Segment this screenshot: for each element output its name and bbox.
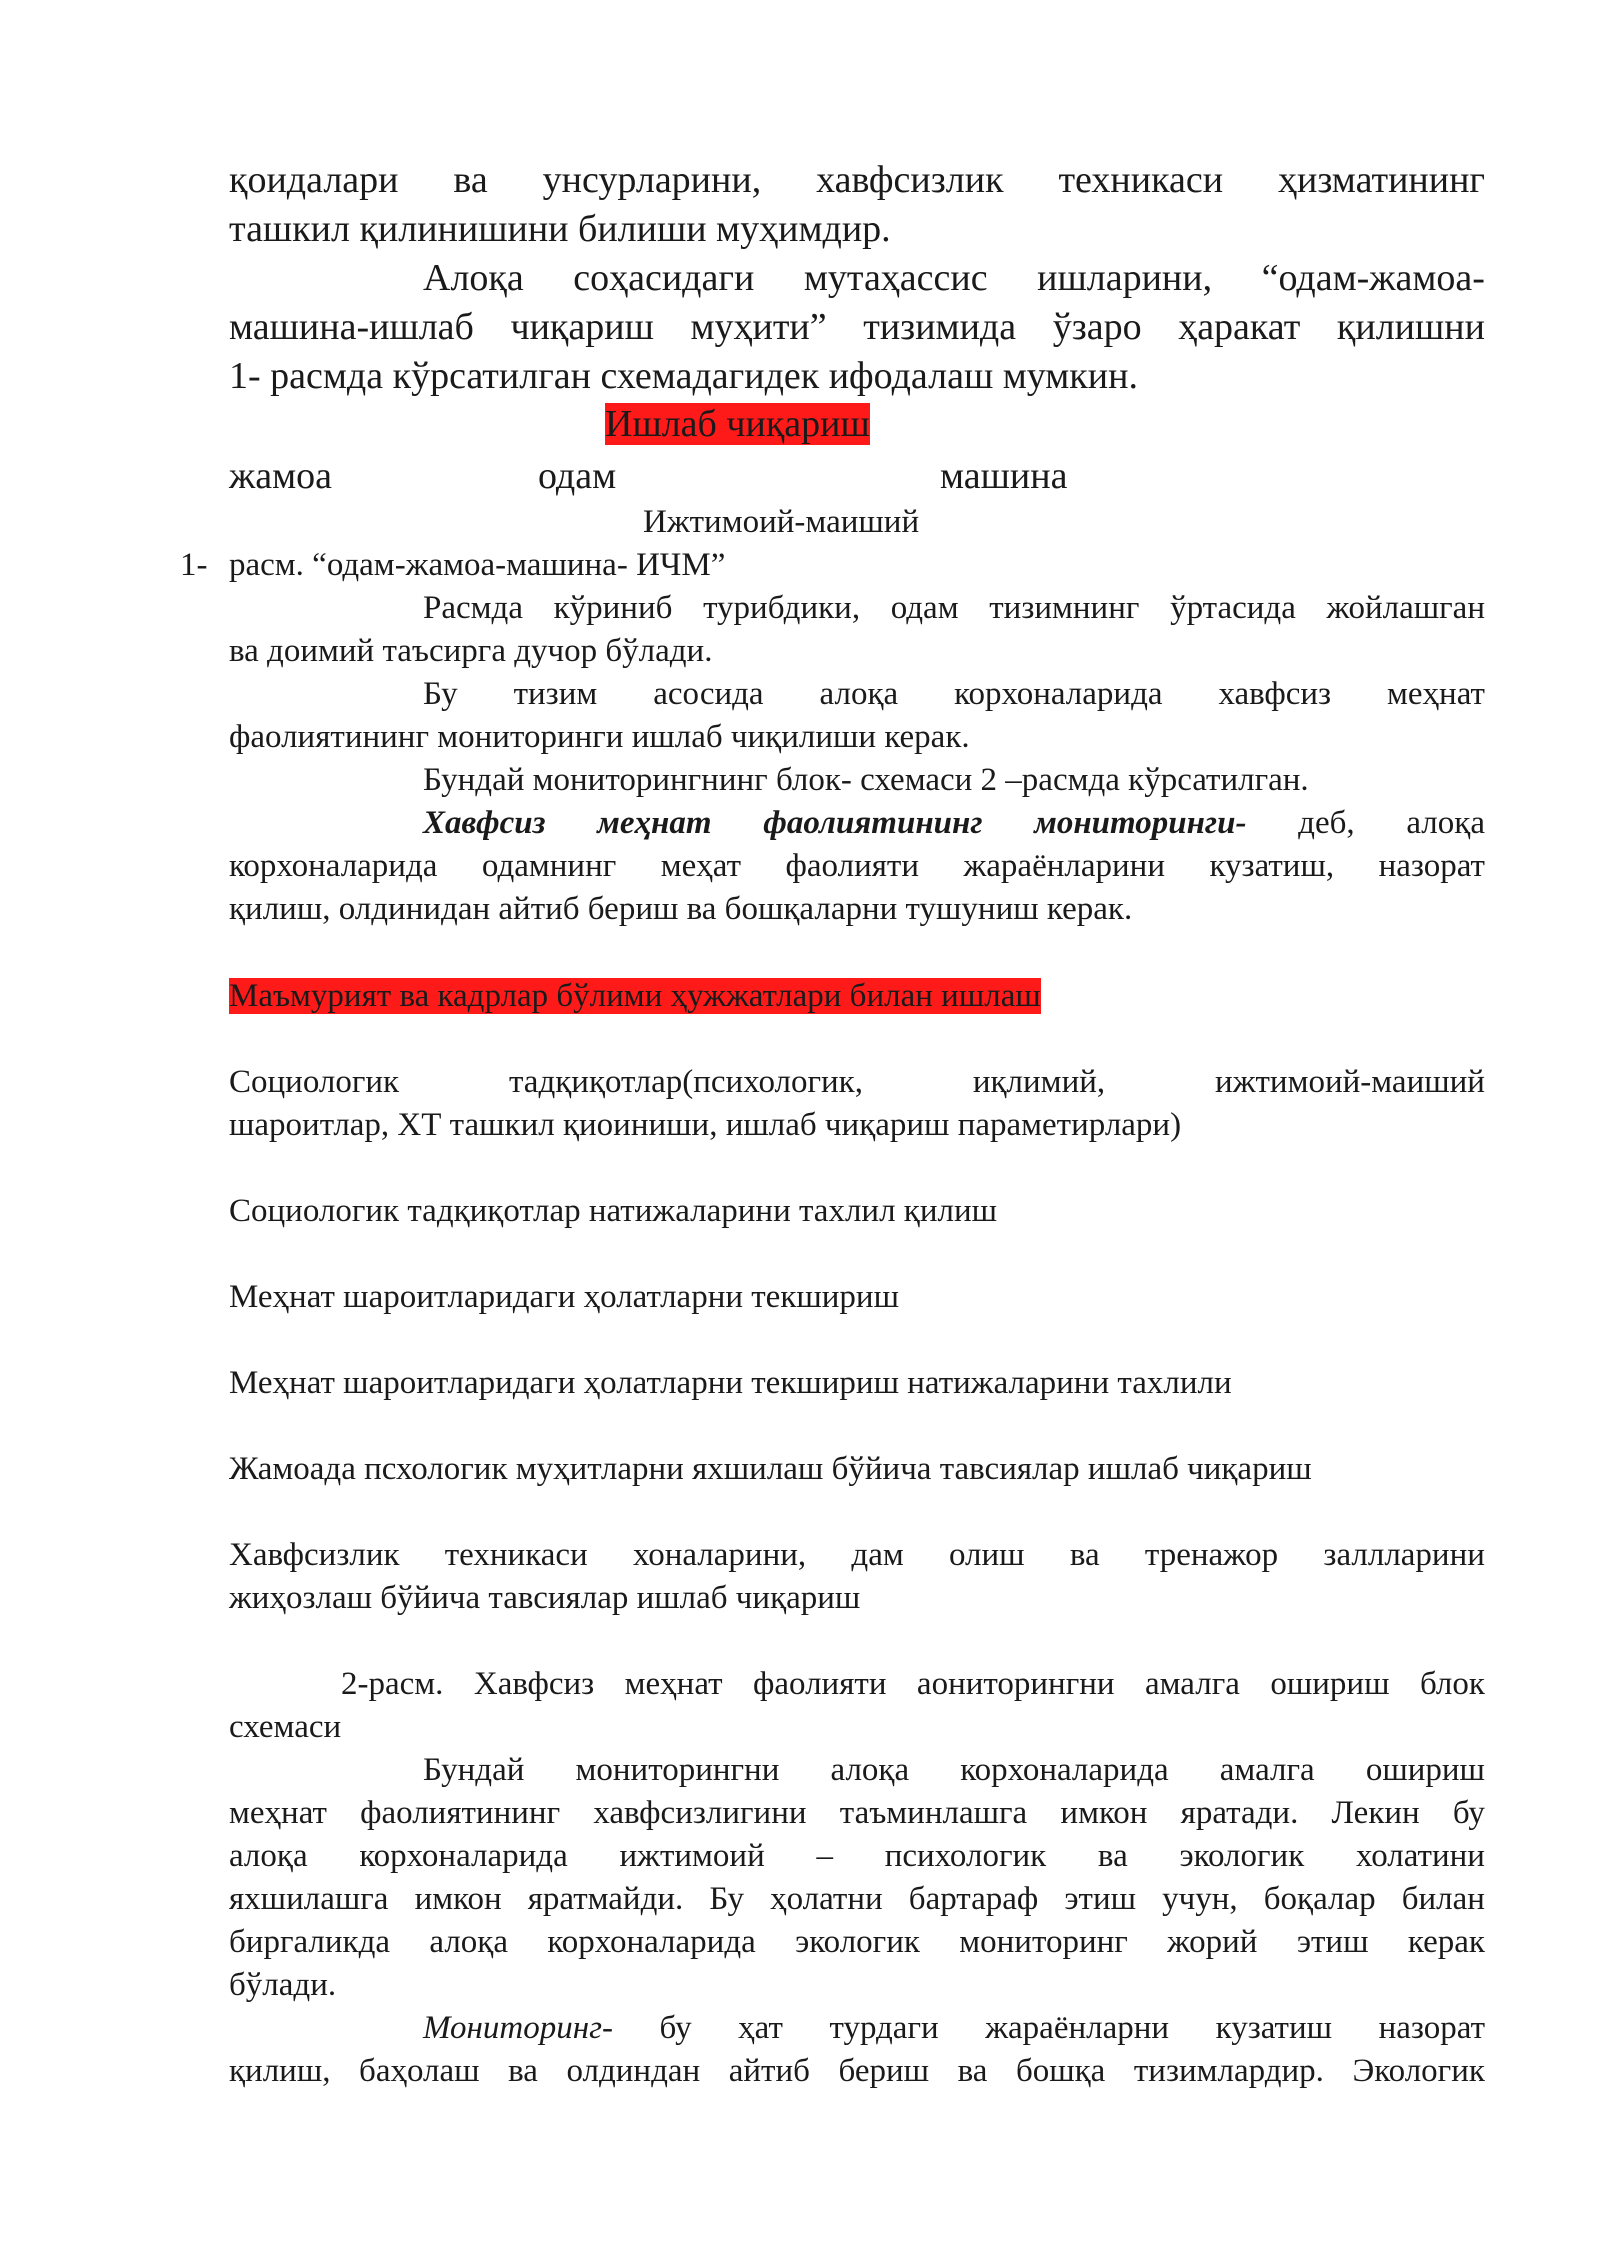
word: фаолиятининг [763,805,983,841]
justified-line [229,845,1485,888]
word: ҳизматининг [1277,159,1485,201]
figure1-caption: расм. “одам-жамоа-машина- ИЧМ” [229,547,726,583]
word: керак [1407,1924,1485,1960]
word: таъминлашга [839,1795,1028,1831]
word: ижтимоий [619,1838,765,1874]
word: ва [1069,1537,1100,1573]
justified-line [229,1534,1485,1577]
scheme-item-3 [229,1276,1485,1319]
word: экологик [1179,1838,1305,1874]
production-highlight: Ишлаб чиқариш [605,403,870,445]
word: кузатиш, [1209,848,1335,884]
word: боқалар [1263,1881,1376,1917]
monitoring-paragraph [229,1749,1485,2093]
intro-paragraph [229,156,1485,254]
word: техникаси [1058,159,1224,201]
word: алоқа [830,1752,910,1788]
scheme-item-2 [229,1190,1485,1233]
word: корхоналарида [954,676,1163,712]
definition-line [229,802,1485,845]
figure2-caption [229,1663,1485,1749]
word: назорат [1378,848,1485,884]
text-line: схемаси [229,1709,342,1745]
scheme-header-line [229,975,1485,1018]
word: 2-расм. [341,1666,444,1702]
figure1-team-label: жамоа [229,455,333,497]
text-line: фаолиятининг мониторинги ишлаб чиқилиши керак. [229,719,970,755]
text-line: ва доимий таъсирга дучор бўлади. [229,633,713,669]
justified-line [229,1921,1485,1964]
scheme-item-1 [229,1061,1485,1147]
word: биргаликда [229,1924,391,1960]
word: Расмда [423,590,523,626]
text-line: Бундай мониторингнинг блок- схемаси 2 –расмда кўрсатилган. [423,762,1309,798]
word: ва [508,2053,538,2089]
word: муҳити” [690,306,827,348]
word: бартараф [908,1881,1039,1917]
word: жараёнларини [963,848,1165,884]
word: Хавфсиз [423,805,546,841]
text-line: Жамоада псхологик муҳитларни яхшилаш бўйича тавсиялар ишлаб чиқариш [229,1451,1312,1487]
word: қилишни [1336,306,1485,348]
word: ошириш [1270,1666,1390,1702]
aloqa-paragraph [229,254,1485,401]
word: ҳолатни [770,1881,883,1917]
word: турибдики, [703,590,861,626]
word: фаолияти [785,848,919,884]
word: корхоналарида [547,1924,756,1960]
word: заллларини [1323,1537,1485,1573]
word: турдаги [829,2010,939,2046]
word: имкон [1060,1795,1148,1831]
word: яратмайди. [527,1881,684,1917]
word: қоидалари [229,159,399,201]
word: меҳнат [624,1666,723,1702]
word: бериш [838,2053,930,2089]
word: ҳаракат [1178,306,1301,348]
text-line: шароитлар, ХТ ташкил қиоиниши, ишлаб чиқариш параметирлари) [229,1107,1182,1143]
word: олиш [948,1537,1025,1573]
justified-line [229,1835,1485,1878]
word: мониторинг [959,1924,1128,1960]
word: ўзаро [1052,306,1142,348]
word: алоқа [429,1924,508,1960]
scheme-header: Маъмурият ва кадрлар бўлими ҳужжатлари билан ишлаш [229,978,1041,1014]
word: алоқа [1406,805,1485,841]
text-line: 1- расмда кўрсатилган схемадагидек ифодалаш мумкин. [229,355,1138,397]
word: айтиб [728,2053,810,2089]
word: ва [957,2053,988,2089]
word: Социологик [229,1064,400,1100]
word: тизимнинг [989,590,1140,626]
word: ва [453,159,488,201]
word: бу [659,2010,692,2046]
word: меҳнат [229,1795,327,1831]
text-line: бўлади. [229,1967,337,2003]
word: кўриниб [553,590,673,626]
word: Хавфсизлик [229,1537,400,1573]
word: фаолиятининг [360,1795,561,1831]
body-paragraphs [229,587,1485,931]
word: Бу [423,676,458,712]
word: жараёнларни [985,2010,1170,2046]
word: ошириш [1365,1752,1485,1788]
word: амалга [1219,1752,1315,1788]
word: деб, [1298,805,1355,841]
word: олдиндан [566,2053,701,2089]
figure1-caption-number: 1- [180,547,208,583]
word: экологик [795,1924,920,1960]
word: корхоналарида [960,1752,1169,1788]
word: мониторинги- [1034,805,1247,841]
word: меҳат [660,848,742,884]
text-line: Социологик тадқиқотлар натижаларини тахлил қилиш [229,1193,998,1229]
word: асосида [653,676,764,712]
word: бу [1452,1795,1485,1831]
word: машина-ишлаб [229,306,474,348]
justified-line [229,587,1485,630]
word: психологик [884,1838,1047,1874]
word: хоналарини, [632,1537,807,1573]
word: техникаси [444,1537,588,1573]
word: ишларини, [1037,257,1213,299]
scheme-item-6 [229,1534,1485,1620]
word: Бундай [423,1752,525,1788]
word: учун, [1162,1881,1238,1917]
word: билан [1401,1881,1485,1917]
word: одам [890,590,959,626]
figure1-human-label: одам [538,455,617,497]
word: Алоқа [423,257,524,299]
word: корхоналарида [229,848,438,884]
word: имкон [414,1881,502,1917]
figure1-production-label [605,400,870,449]
word: чиқариш [510,306,654,348]
word: алоқа [819,676,899,712]
word: мониторингни [575,1752,780,1788]
justified-line [229,156,1485,205]
figure1-social-label: Ижтимоий-маиший [643,504,920,540]
justified-line [229,1663,1485,1706]
word: хавфсиз [1218,676,1332,712]
word: мутаҳассис [803,257,988,299]
word: холатини [1355,1838,1485,1874]
scheme-item-5 [229,1448,1485,1491]
word: соҳасидаги [573,257,755,299]
word: меҳнат [597,805,712,841]
word: тизимида [863,306,1017,348]
word: одамнинг [481,848,617,884]
justified-line [229,1061,1485,1104]
word: хавфсизлигини [593,1795,807,1831]
word: фаолияти [753,1666,887,1702]
justified-line [229,673,1485,716]
word: ижтимоий-маиший [1215,1064,1485,1100]
word: ва [1097,1838,1128,1874]
justified-line [229,303,1485,352]
word: иқлимий, [972,1064,1106,1100]
scheme-item-4 [229,1362,1485,1405]
word: алоқа [229,1838,308,1874]
word: блок [1419,1666,1485,1702]
word: ҳат [738,2010,783,2046]
figure1-machine-label: машина [940,455,1068,497]
word: баҳолаш [359,2053,480,2089]
word: Хавфсиз [473,1666,595,1702]
word: меҳнат [1387,676,1485,712]
text-line: жиҳозлаш бўйича тавсиялар ишлаб чиқариш [229,1580,861,1616]
word: тизим [513,676,598,712]
word: яратади. [1180,1795,1299,1831]
word: – [816,1838,833,1874]
monitoring-term: Мониторинг- [423,2010,613,2046]
word: Лекин [1331,1795,1420,1831]
word: бошқа [1015,2053,1106,2089]
text-line: Меҳнат шароитларидаги ҳолатларни текшириш натижаларини тахлили [229,1365,1232,1401]
word: “одам-жамоа- [1261,257,1485,299]
justified-line [229,254,1485,303]
text-line: ташкил қилинишини билиши муҳимдир. [229,208,891,250]
word: жойлашган [1326,590,1485,626]
word: яхшилашга [229,1881,389,1917]
word: этиш [1296,1924,1369,1960]
word: тренажор [1144,1537,1279,1573]
justified-line [229,1792,1485,1835]
word: дам [851,1537,904,1573]
word: кузатиш [1215,2010,1333,2046]
word: унсурларини, [542,159,762,201]
text-line: Меҳнат шароитларидаги ҳолатларни текшириш [229,1279,900,1315]
word: амалга [1145,1666,1240,1702]
word: ўртасида [1170,590,1296,626]
word: хавфсизлик [816,159,1004,201]
word: этиш [1064,1881,1137,1917]
word: аониторингни [916,1666,1115,1702]
word: қилиш, [229,2053,331,2089]
word: Бу [709,1881,745,1917]
word: Экологик [1352,2053,1485,2089]
monitoring-definition-line [229,2007,1485,2050]
word: корхоналарида [359,1838,568,1874]
word: тадқиқотлар(психологик, [508,1064,863,1100]
justified-line [229,1878,1485,1921]
word: тизимлардир. [1133,2053,1324,2089]
word: назорат [1378,2010,1485,2046]
justified-line [229,1749,1485,1792]
text-line: қилиш, олдинидан айтиб бериш ва бошқаларни тушуниш керак. [229,891,1133,927]
justified-line [229,2050,1485,2093]
word: жорий [1167,1924,1258,1960]
